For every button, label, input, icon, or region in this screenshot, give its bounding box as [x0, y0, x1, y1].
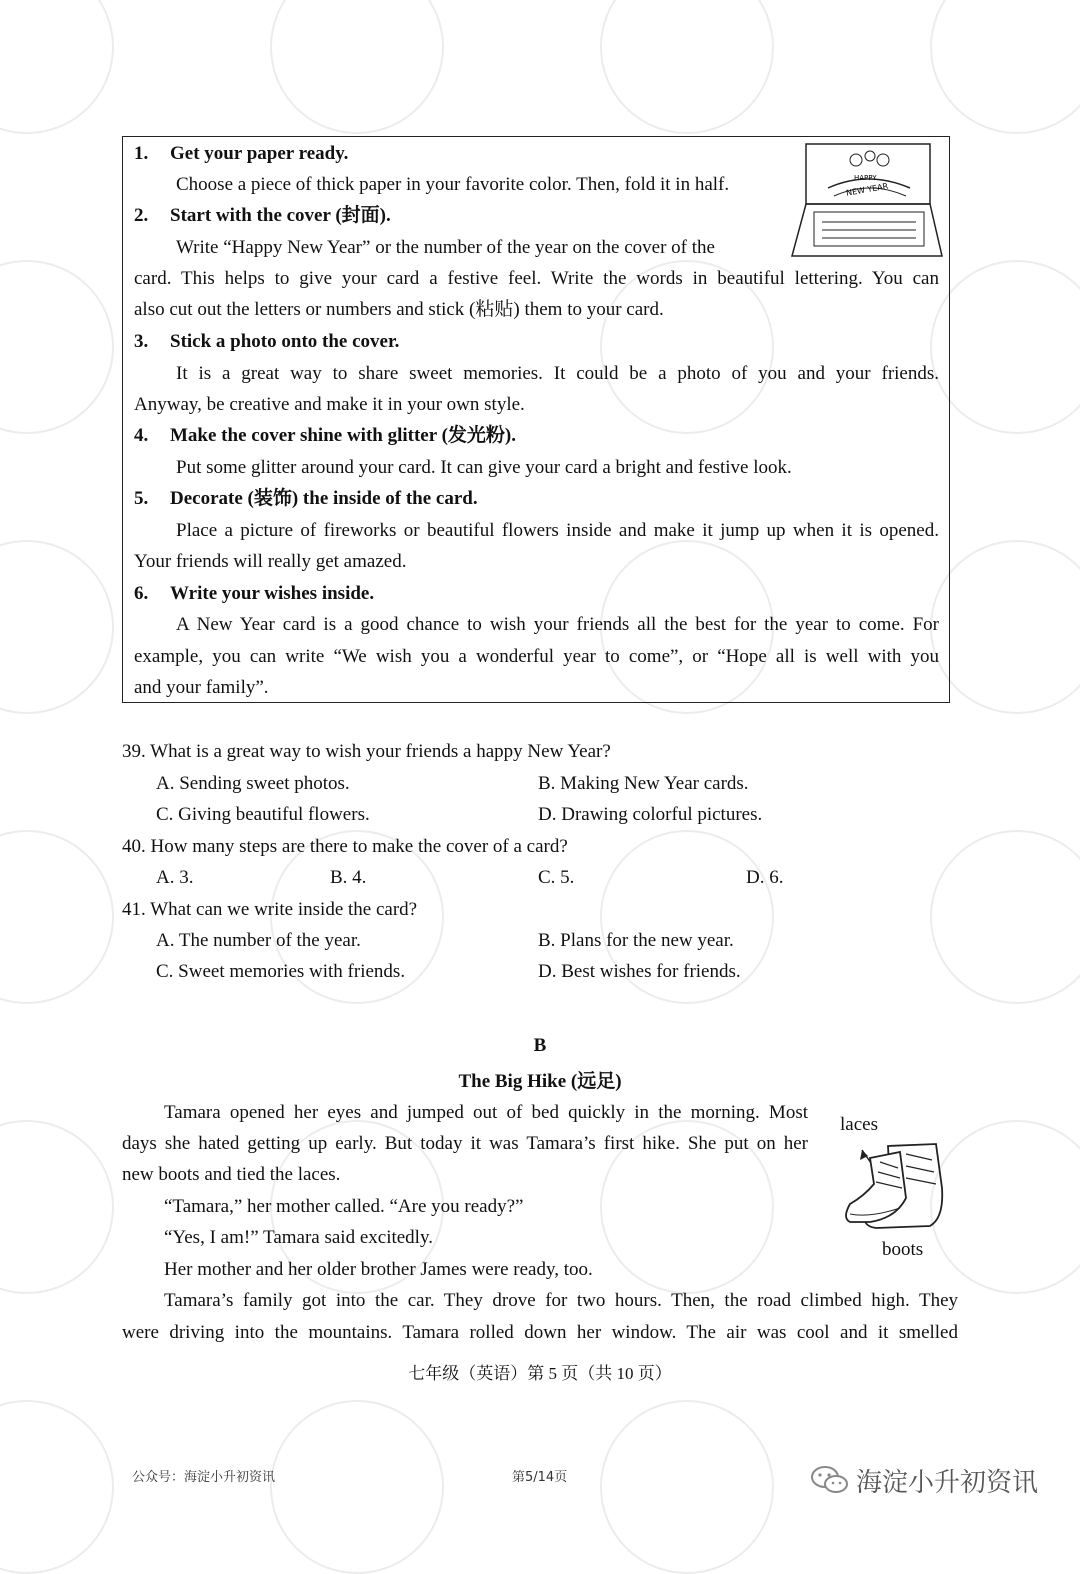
step6-number: 6. [134, 583, 149, 604]
step6-text-3: and your family”. [134, 677, 269, 698]
step1-number: 1. [134, 143, 149, 164]
watermark-circle [270, 1400, 444, 1574]
watermark-circle [930, 260, 1080, 434]
q39-option-d[interactable]: D. Drawing colorful pictures. [538, 804, 763, 825]
passage-line: new boots and tied the laces. [122, 1164, 341, 1185]
passage-line: were driving into the mountains. Tamara rolled down her window. The air was cool and it smelled [122, 1322, 958, 1343]
step2-text-3: also cut out the letters or numbers and stick (粘贴) them to your card. [134, 299, 664, 320]
new-year-card-illustration [788, 140, 948, 260]
step4-title: Make the cover shine with glitter (发光粉). [170, 425, 516, 446]
step3-number: 3. [134, 331, 149, 352]
watermark-circle [0, 1400, 114, 1574]
q40-option-b[interactable]: B. 4. [330, 867, 367, 888]
watermark-circle [930, 0, 1080, 134]
step4-number: 4. [134, 425, 149, 446]
q40-option-a[interactable]: A. 3. [156, 867, 194, 888]
step6-text-2: example, you can write “We wish you a wonderful year to come”, or “Hope all is well with you [134, 646, 939, 667]
watermark-circle [930, 830, 1080, 1004]
passage-line: Tamara’s family got into the car. They drove for two hours. Then, the road climbed high. They [164, 1290, 958, 1311]
passage-line: Tamara opened her eyes and jumped out of bed quickly in the morning. Most [164, 1102, 808, 1123]
step5-number: 5. [134, 488, 149, 509]
bottom-brand: 海淀小升初资讯 [856, 1468, 1039, 1498]
card-happy-label: HAPPY [854, 174, 877, 182]
q41-option-a[interactable]: A. The number of the year. [156, 930, 361, 951]
watermark-circle [0, 540, 114, 714]
q40-option-d[interactable]: D. 6. [746, 867, 784, 888]
watermark-circle [930, 1120, 1080, 1294]
step2-title: Start with the cover (封面). [170, 205, 391, 226]
q41-option-b[interactable]: B. Plans for the new year. [538, 930, 734, 951]
bottom-left-account: 公众号：海淀小升初资讯 [132, 1470, 276, 1485]
q39-option-b[interactable]: B. Making New Year cards. [538, 773, 749, 794]
watermark-circle [600, 0, 774, 134]
laces-label: laces [840, 1114, 878, 1135]
passage-line: days she hated getting up early. But today it was Tamara’s first hike. She put on her [122, 1133, 808, 1154]
q41-option-c[interactable]: C. Sweet memories with friends. [156, 961, 406, 982]
step6-title: Write your wishes inside. [170, 583, 375, 604]
boots-illustration [840, 1138, 950, 1234]
step3-title: Stick a photo onto the cover. [170, 331, 400, 352]
step5-title: Decorate (装饰) the inside of the card. [170, 488, 478, 509]
step3-text-2: Anyway, be creative and make it in your own style. [134, 394, 525, 415]
q39-option-c[interactable]: C. Giving beautiful flowers. [156, 804, 370, 825]
bottom-page-count: 第5/14页 [512, 1470, 568, 1485]
step1-title: Get your paper ready. [170, 143, 349, 164]
step3-text-1: It is a great way to share sweet memories. It could be a photo of you and your friends. [176, 363, 939, 384]
watermark-circle [0, 1120, 114, 1294]
step2-text-2: card. This helps to give your card a festive feel. Write the words in beautiful lettering. You can [134, 268, 939, 289]
step4-text: Put some glitter around your card. It can give your card a bright and festive look. [176, 457, 792, 478]
question-40: 40. How many steps are there to make the cover of a card? [122, 836, 568, 857]
passage-title: The Big Hike (远足) [458, 1071, 622, 1092]
q40-option-c[interactable]: C. 5. [538, 867, 575, 888]
step6-text-1: A New Year card is a good chance to wish your friends all the best for the year to come. For [176, 614, 939, 635]
step5-text-1: Place a picture of fireworks or beautiful flowers inside and make it jump up when it is opened. [176, 520, 939, 541]
step2-number: 2. [134, 205, 149, 226]
watermark-circle [0, 260, 114, 434]
passage-line: “Yes, I am!” Tamara said excitedly. [164, 1227, 433, 1248]
step1-text: Choose a piece of thick paper in your favorite color. Then, fold it in half. [176, 174, 730, 195]
step2-text-1: Write “Happy New Year” or the number of the year on the cover of the [176, 237, 715, 258]
watermark-circle [600, 1400, 774, 1574]
page-number-footer: 七年级（英语）第 5 页（共 10 页） [408, 1364, 672, 1383]
watermark-circle [270, 0, 444, 134]
watermark-circle [0, 0, 114, 134]
passage-line: “Tamara,” her mother called. “Are you ready?” [164, 1196, 524, 1217]
watermark-circle [930, 540, 1080, 714]
q41-option-d[interactable]: D. Best wishes for friends. [538, 961, 741, 982]
boots-label: boots [882, 1239, 924, 1260]
card-newyear-label: NEW YEAR [845, 181, 889, 198]
passage-line: Her mother and her older brother James were ready, too. [164, 1259, 593, 1280]
q39-option-a[interactable]: A. Sending sweet photos. [156, 773, 350, 794]
question-39: 39. What is a great way to wish your friends a happy New Year? [122, 741, 611, 762]
section-b-label: B [533, 1035, 547, 1056]
wechat-icon [810, 1464, 850, 1496]
step5-text-2: Your friends will really get amazed. [134, 551, 407, 572]
question-41: 41. What can we write inside the card? [122, 899, 418, 920]
watermark-circle [0, 830, 114, 1004]
